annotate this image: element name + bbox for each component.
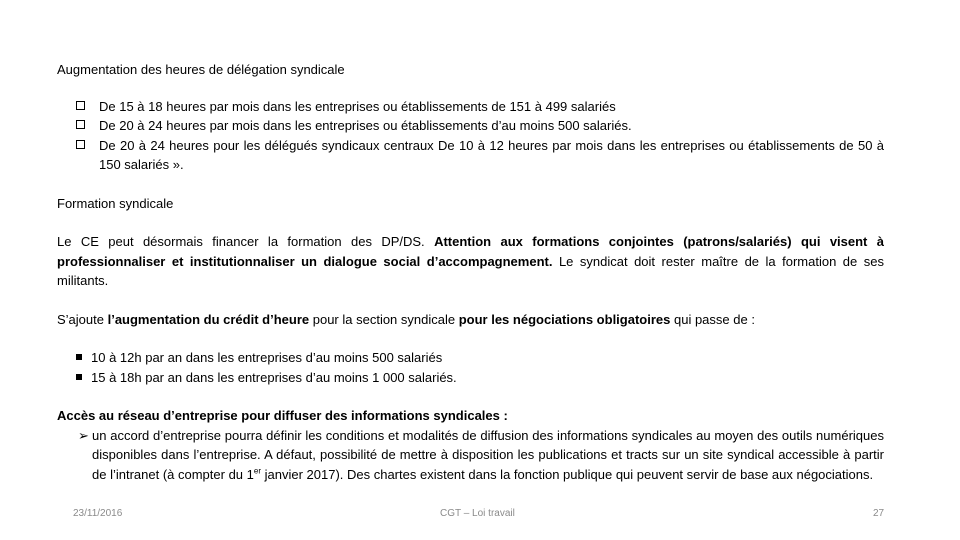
list-item: De 15 à 18 heures par mois dans les entreprises ou établissements de 151 à 499 salariés	[99, 97, 884, 117]
arrow-bullet-icon: ➢	[78, 427, 89, 443]
square-bullet-icon	[76, 374, 82, 380]
list-item: De 20 à 24 heures par mois dans les entreprises ou établissements d’au moins 500 salariés.	[99, 116, 884, 136]
union-training-heading: Formation syndicale	[57, 195, 174, 211]
delegation-hours-heading: Augmentation des heures de délégation syndicale	[57, 62, 345, 77]
list-item: 15 à 18h par an dans les entreprises d’au moins 1 000 salariés.	[91, 368, 884, 388]
checkbox-bullet-icon	[76, 101, 85, 110]
network-access-list	[57, 426, 884, 485]
footer-date: 23/11/2016	[73, 508, 123, 519]
footer-title: CGT – Loi travail	[440, 508, 515, 519]
list-item: ➢ un accord d’entreprise pourra définir les conditions et modalités de diffusion des informations syndicales au moyen des outils numériques disponibles dans l’entreprise. A défaut, possibilité de mettre à disposition les publications et tracts sur un site syndical accessible à partir de l’intranet (à compter du 1er janvier 2017). Des chartes existent dans la fonction publique qui peuvent servir de base aux négociations.	[78, 427, 884, 482]
delegation-hours-list	[57, 97, 884, 175]
page-number: 27	[873, 508, 885, 519]
slide-content	[57, 60, 884, 484]
network-access-heading: Accès au réseau d’entreprise pour diffuser des informations syndicales :	[57, 408, 508, 423]
checkbox-bullet-icon	[76, 120, 85, 129]
hours-credit-paragraph: S’ajoute l’augmentation du crédit d’heure pour la section syndicale pour les négociations obligatoires qui passe de :	[57, 311, 755, 327]
list-item: De 20 à 24 heures pour les délégués syndicaux centraux De 10 à 12 heures par mois dans les entreprises ou établissements de 50 à 150 salariés ».	[99, 136, 884, 175]
list-item: 10 à 12h par an dans les entreprises d’au moins 500 salariés	[91, 348, 884, 368]
hours-credit-list	[57, 348, 884, 387]
square-bullet-icon	[76, 354, 82, 360]
checkbox-bullet-icon	[76, 140, 85, 149]
union-training-paragraph: Le CE peut désormais financer la formation des DP/DS. Attention aux formations conjointes (patrons/salariés) qui visent à professionnaliser et institutionnaliser un dialogue social d’accompagnement. Le syndicat doit rester maître de la formation de ses militants.	[57, 234, 884, 288]
